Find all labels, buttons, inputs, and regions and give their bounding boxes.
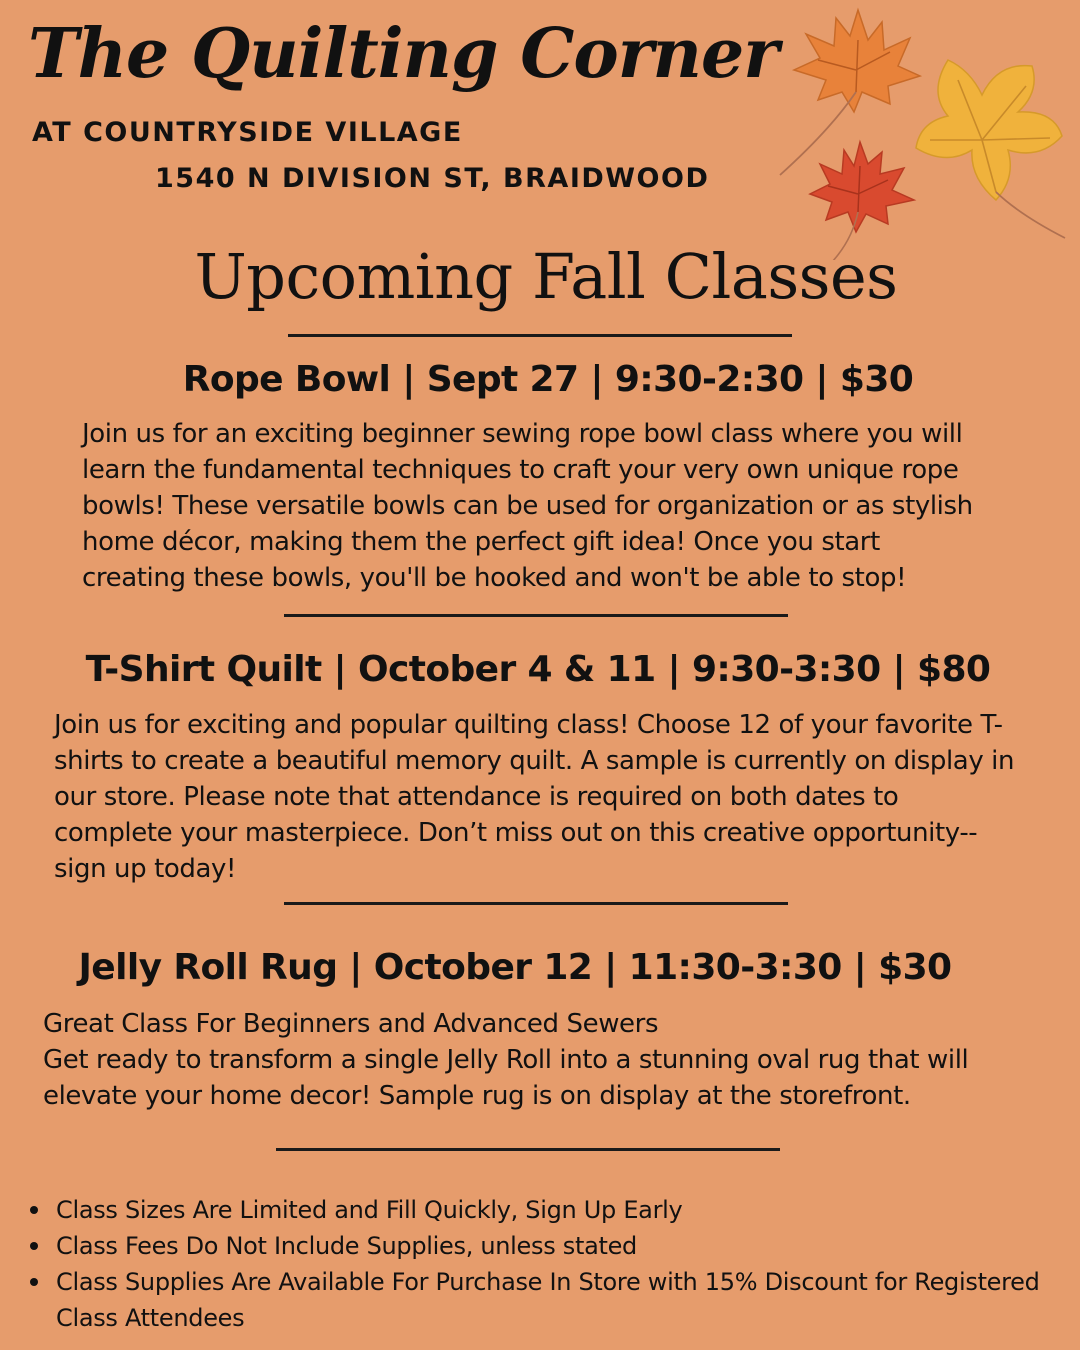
class-notes-list [30,1192,1070,1336]
description-line: shirts to create a beautiful memory quilt. A sample is currently on display in [54,746,1015,776]
description-line: our store. Please note that attendance is required on both dates to [54,782,899,812]
divider [276,1148,780,1151]
list-item [30,1192,1070,1228]
description-line: learn the fundamental techniques to craft your very own unique rope [82,455,959,485]
description-line: elevate your home decor! Sample rug is on display at the storefront. [43,1081,911,1111]
store-subtitle: AT COUNTRYSIDE VILLAGE [32,117,463,148]
bullet-icon [30,1278,38,1286]
description-line: creating these bowls, you'll be hooked and won't be able to stop! [82,563,907,593]
note-text: Class Sizes Are Limited and Fill Quickly, Sign Up Early [56,1196,683,1224]
class-description-jelly-roll-rug [43,1006,1063,1114]
description-line: sign up today! [54,854,237,884]
autumn-leaves-decoration [770,0,1080,260]
store-title: The Quilting Corner [28,14,779,94]
description-line: complete your masterpiece. Don’t miss out on this creative opportunity-- [54,818,978,848]
bullet-icon [30,1206,38,1214]
class-title-rope-bowl: Rope Bowl | Sept 27 | 9:30-2:30 | $30 [182,359,914,400]
divider [284,902,788,905]
note-text: Class Supplies Are Available For Purchase In Store with 15% Discount for Registered [56,1268,1040,1296]
yellow-leaf-icon [916,60,1065,238]
note-text: Class Fees Do Not Include Supplies, unless stated [56,1232,637,1260]
class-title-t-shirt-quilt: T-Shirt Quilt | October 4 & 11 | 9:30-3:30 | $80 [85,649,991,690]
description-line: Join us for an exciting beginner sewing rope bowl class where you will [82,419,963,449]
page-heading: Upcoming Fall Classes [194,240,898,313]
class-description-rope-bowl [82,416,1067,596]
divider [284,614,788,617]
note-text: Class Attendees [56,1304,245,1332]
description-line: Get ready to transform a single Jelly Roll into a stunning oval rug that will [43,1045,969,1075]
store-address: 1540 N DIVISION ST, BRAIDWOOD [155,163,710,194]
divider [288,334,792,337]
list-item [30,1264,1070,1336]
list-item [30,1228,1070,1264]
class-title-jelly-roll-rug: Jelly Roll Rug | October 12 | 11:30-3:30 | $30 [78,947,952,988]
orange-maple-leaf-icon [780,10,920,175]
class-description-t-shirt-quilt [54,707,1074,887]
bullet-icon [30,1242,38,1250]
description-line: Join us for exciting and popular quilting class! Choose 12 of your favorite T- [54,710,1003,740]
description-line: home décor, making them the perfect gift idea! Once you start [82,527,880,557]
description-line: bowls! These versatile bowls can be used for organization or as stylish [82,491,973,521]
description-line: Great Class For Beginners and Advanced Sewers [43,1009,659,1039]
